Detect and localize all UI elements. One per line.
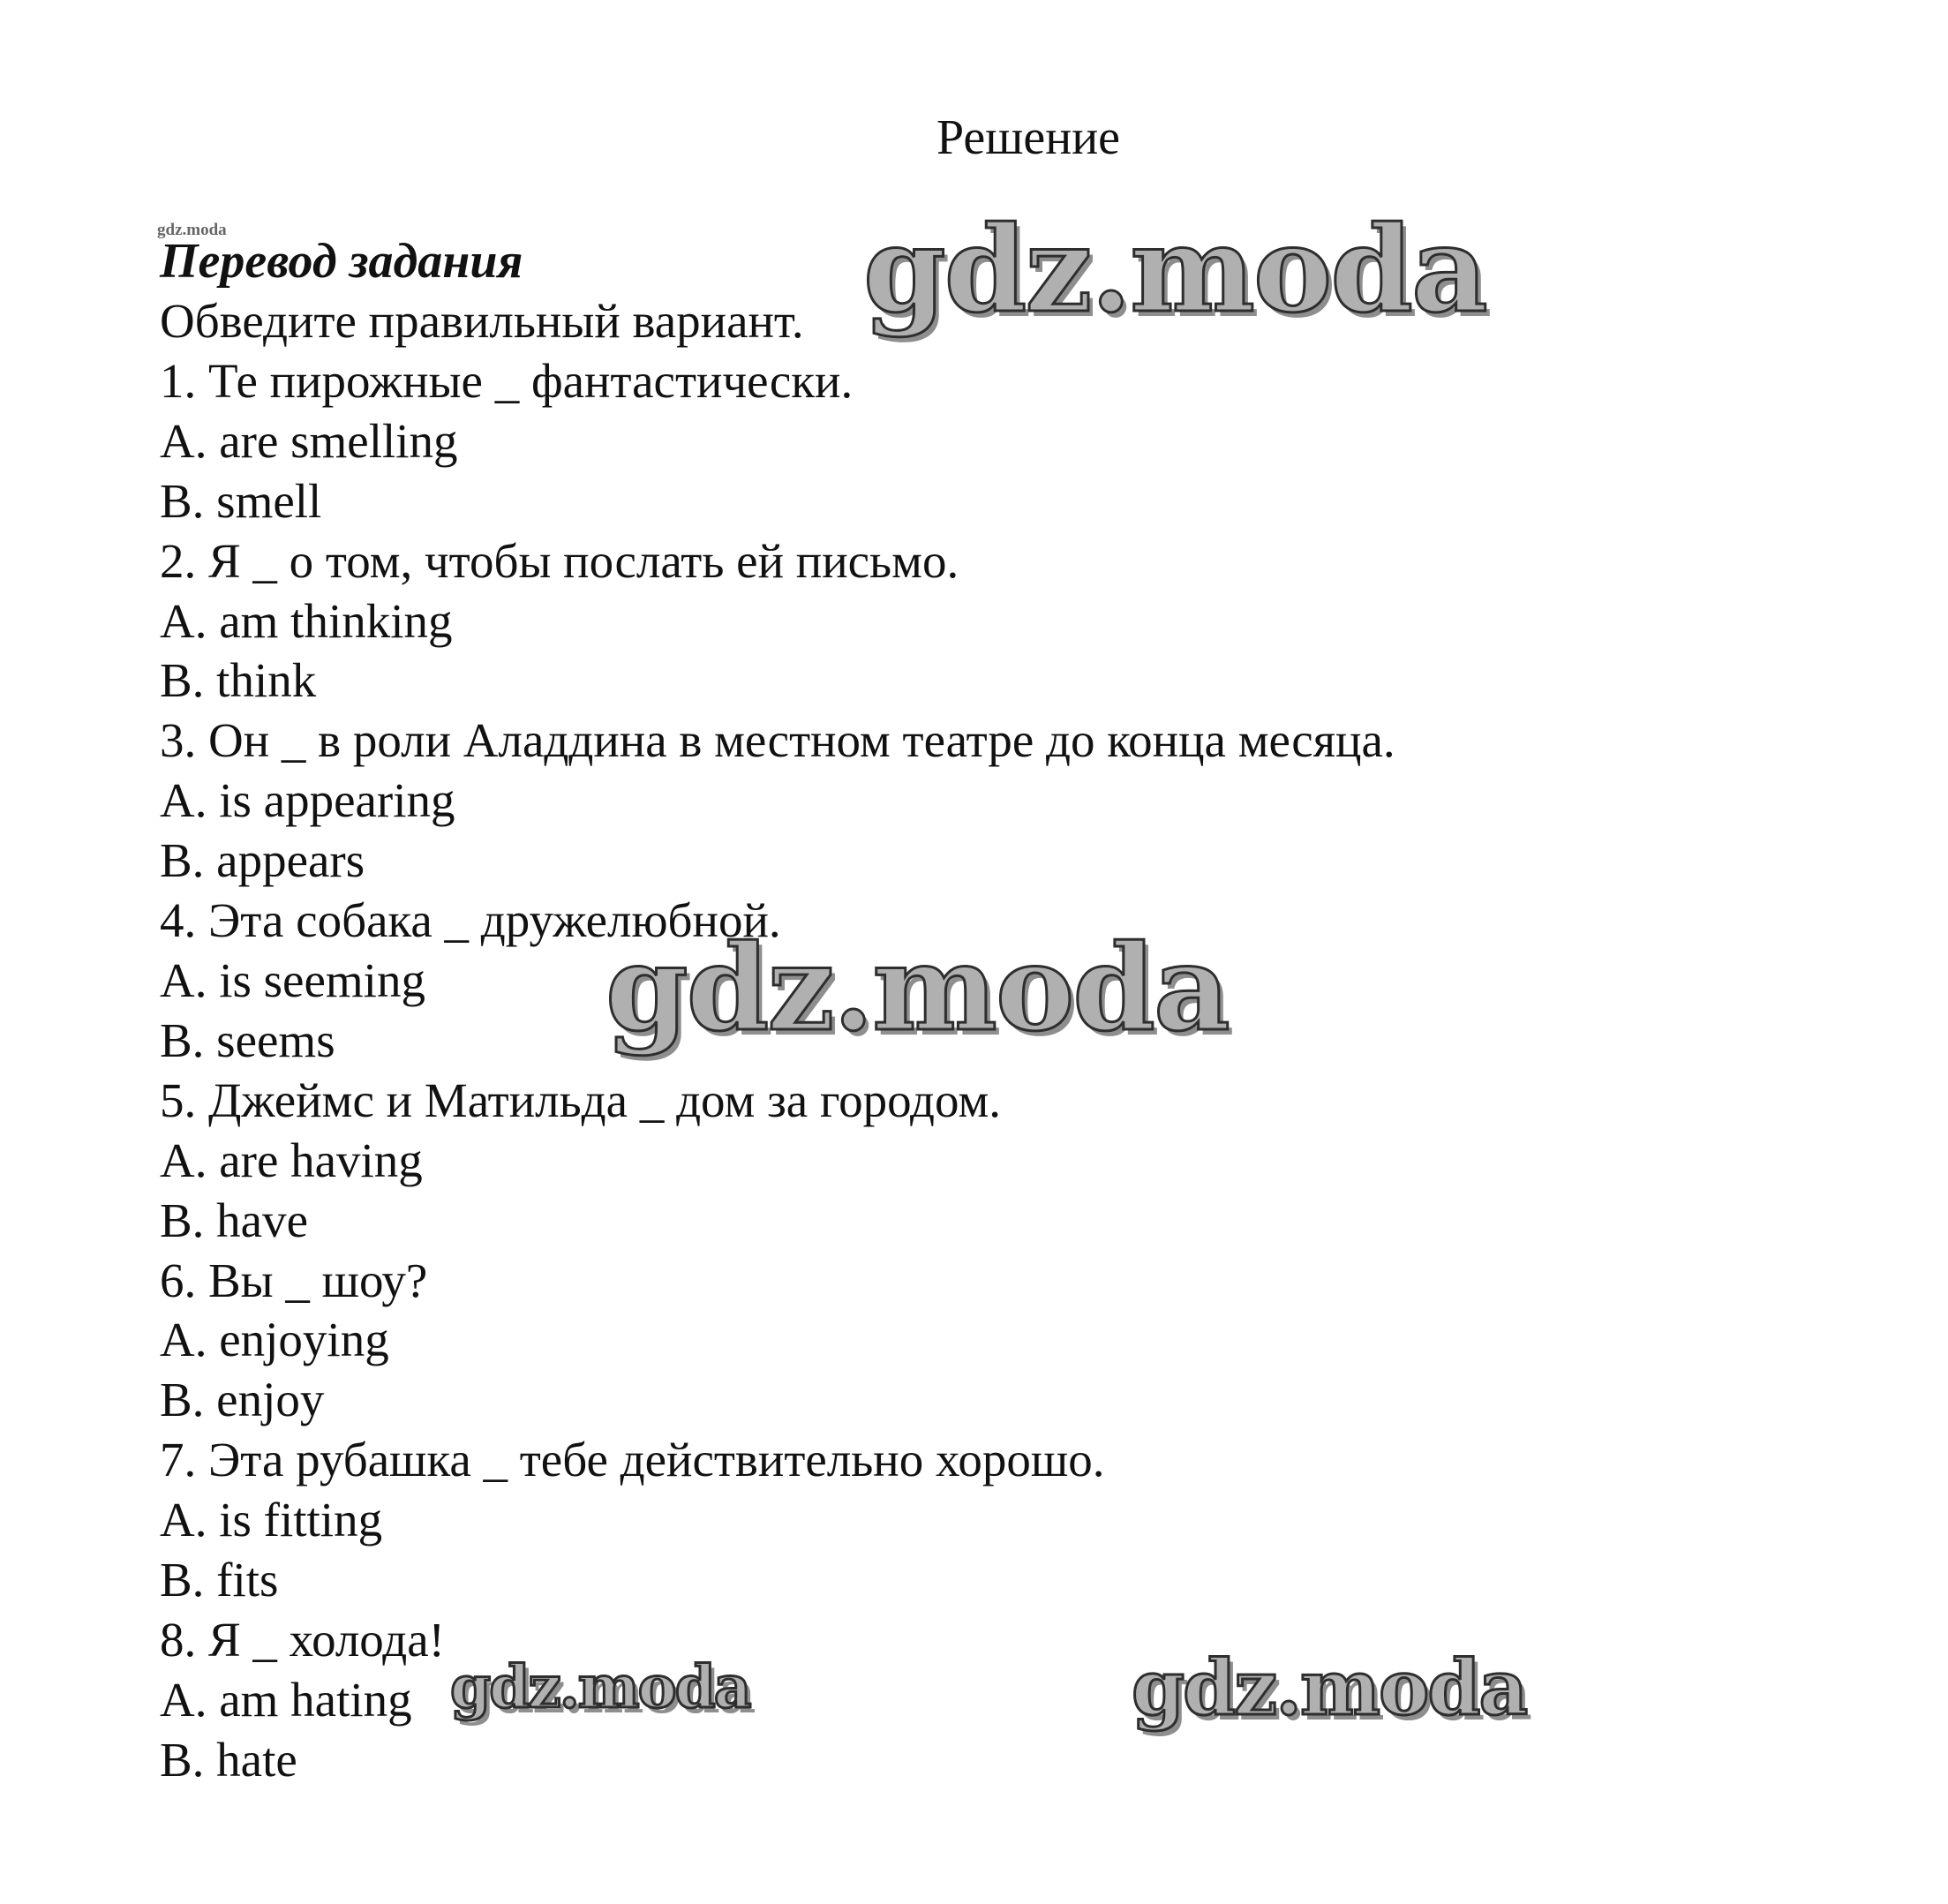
option-7-a: A. is fitting [160, 1493, 383, 1547]
question-8: 8. Я _ холода! [160, 1612, 445, 1667]
question-4: 4. Эта собака _ дружелюбной. [160, 893, 781, 948]
option-6-b: B. enjoy [160, 1373, 325, 1427]
question-1: 1. Те пирожные _ фантастически. [160, 353, 854, 408]
option-2-a: A. am thinking [160, 593, 453, 648]
option-5-b: B. have [160, 1193, 309, 1247]
option-8-a: A. am hating [160, 1672, 412, 1727]
option-4-b: B. seems [160, 1012, 335, 1067]
question-2: 2. Я _ о том, чтобы послать ей письмо. [160, 533, 959, 588]
option-7-b: B. fits [160, 1553, 279, 1607]
option-8-b: B. hate [160, 1732, 297, 1787]
watermark: gdz.moda [605, 918, 1229, 1057]
question-3: 3. Он _ в роли Аладдина в местном театре до конца месяца. [160, 713, 1395, 768]
question-7: 7. Эта рубашка _ тебе действительно хорошо. [160, 1433, 1105, 1487]
instruction: Обведите правильный вариант. [160, 294, 804, 348]
option-1-b: B. smell [160, 473, 322, 528]
watermark: gdz.moda [1132, 1644, 1527, 1733]
question-6: 6. Вы _ шоу? [160, 1253, 428, 1307]
option-3-a: A. is appearing [160, 773, 455, 828]
option-2-b: B. think [160, 653, 317, 708]
watermark: gdz.moda [863, 199, 1486, 339]
option-1-a: A. are smelling [160, 413, 458, 468]
page-title: Решение [936, 110, 1121, 165]
section-heading: Перевод задания [160, 234, 523, 289]
watermark: gdz.moda [450, 1652, 750, 1721]
option-6-a: A. enjoying [160, 1313, 389, 1367]
small-watermark: gdz.moda [157, 221, 227, 239]
option-4-a: A. is seeming [160, 952, 425, 1007]
option-3-b: B. appears [160, 833, 365, 888]
option-5-a: A. are having [160, 1133, 423, 1187]
question-5: 5. Джеймс и Матильда _ дом за городом. [160, 1072, 1002, 1127]
